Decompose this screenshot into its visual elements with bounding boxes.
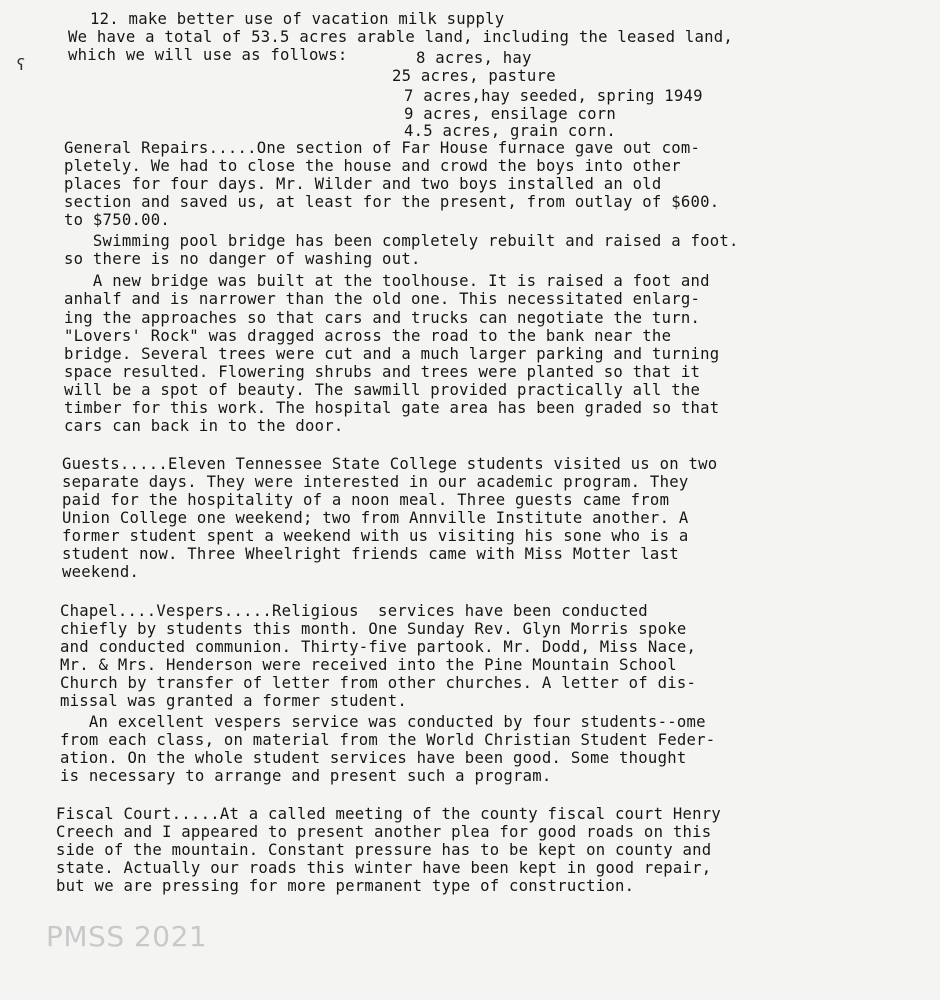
general-repairs-line: so there is no danger of washing out.	[64, 250, 421, 268]
land-use-item: 25 acres, pasture	[392, 67, 556, 85]
general-repairs-line: timber for this work. The hospital gate area has been graded so that	[64, 399, 720, 417]
chapel-line: ation. On the whole student services have been good. Some thought	[60, 749, 687, 767]
guests-line: student now. Three Wheelright friends came with Miss Motter last	[62, 545, 679, 563]
chapel-line: Chapel....Vespers.....Religious services have been conducted	[60, 602, 648, 620]
general-repairs-line: will be a spot of beauty. The sawmill provided practically all the	[64, 381, 701, 399]
general-repairs-line: pletely. We had to close the house and crowd the boys into other	[64, 157, 681, 175]
fiscal-court-line: but we are pressing for more permanent type of construction.	[56, 877, 635, 895]
general-repairs-line: space resulted. Flowering shrubs and trees were planted so that it	[64, 363, 701, 381]
general-repairs-line: Swimming pool bridge has been completely rebuilt and raised a foot.	[64, 232, 739, 250]
chapel-line: is necessary to arrange and present such a program.	[60, 767, 552, 785]
general-repairs-line: ing the approaches so that cars and trucks can negotiate the turn.	[64, 309, 701, 327]
fiscal-court-line: Fiscal Court.....At a called meeting of the county fiscal court Henry	[56, 805, 722, 823]
land-intro-line: We have a total of 53.5 acres arable land, including the leased land,	[68, 28, 734, 46]
general-repairs-line: section and saved us, at least for the present, from outlay of $600.	[64, 193, 720, 211]
general-repairs-line: General Repairs.....One section of Far House furnace gave out com-	[64, 139, 701, 157]
general-repairs-line: to $750.00.	[64, 211, 171, 229]
land-use-item: 4.5 acres, grain corn.	[404, 122, 617, 140]
guests-line: paid for the hospitality of a noon meal. Three guests came from	[62, 491, 670, 509]
land-intro-line: which we will use as follows:	[68, 46, 348, 64]
land-use-item: 7 acres,hay seeded, spring 1949	[404, 87, 703, 105]
guests-line: Union College one weekend; two from Annville Institute another. A	[62, 509, 689, 527]
general-repairs-line: bridge. Several trees were cut and a much larger parking and turning	[64, 345, 720, 363]
fiscal-court-line: Creech and I appeared to present another plea for good roads on this	[56, 823, 712, 841]
chapel-line: missal was granted a former student.	[60, 692, 407, 710]
margin-mark: ʕ	[16, 55, 26, 74]
land-use-item: 9 acres, ensilage corn	[404, 105, 617, 123]
chapel-line: Church by transfer of letter from other churches. A letter of dis-	[60, 674, 697, 692]
fiscal-court-line: side of the mountain. Constant pressure has to be kept on county and	[56, 841, 712, 859]
chapel-line: from each class, on material from the World Christian Student Feder-	[60, 731, 716, 749]
list-item-12: 12. make better use of vacation milk supply	[90, 10, 505, 28]
chapel-line: chiefly by students this month. One Sunday Rev. Glyn Morris spoke	[60, 620, 687, 638]
land-use-item: 8 acres, hay	[416, 49, 532, 67]
watermark: PMSS 2021	[46, 920, 208, 953]
chapel-line: and conducted communion. Thirty-five partook. Mr. Dodd, Miss Nace,	[60, 638, 697, 656]
guests-line: former student spent a weekend with us visiting his sone who is a	[62, 527, 689, 545]
chapel-line: Mr. & Mrs. Henderson were received into the Pine Mountain School	[60, 656, 677, 674]
fiscal-court-line: state. Actually our roads this winter have been kept in good repair,	[56, 859, 712, 877]
general-repairs-line: anhalf and is narrower than the old one. This necessitated enlarg-	[64, 290, 701, 308]
general-repairs-line: cars can back in to the door.	[64, 417, 344, 435]
guests-line: weekend.	[62, 563, 140, 581]
chapel-line: An excellent vespers service was conducted by four students--ome	[60, 713, 706, 731]
guests-line: Guests.....Eleven Tennessee State College students visited us on two	[62, 455, 718, 473]
guests-line: separate days. They were interested in our academic program. They	[62, 473, 689, 491]
general-repairs-line: "Lovers' Rock" was dragged across the road to the bank near the	[64, 327, 672, 345]
general-repairs-line: places for four days. Mr. Wilder and two boys installed an old	[64, 175, 662, 193]
general-repairs-line: A new bridge was built at the toolhouse. It is raised a foot and	[64, 272, 710, 290]
